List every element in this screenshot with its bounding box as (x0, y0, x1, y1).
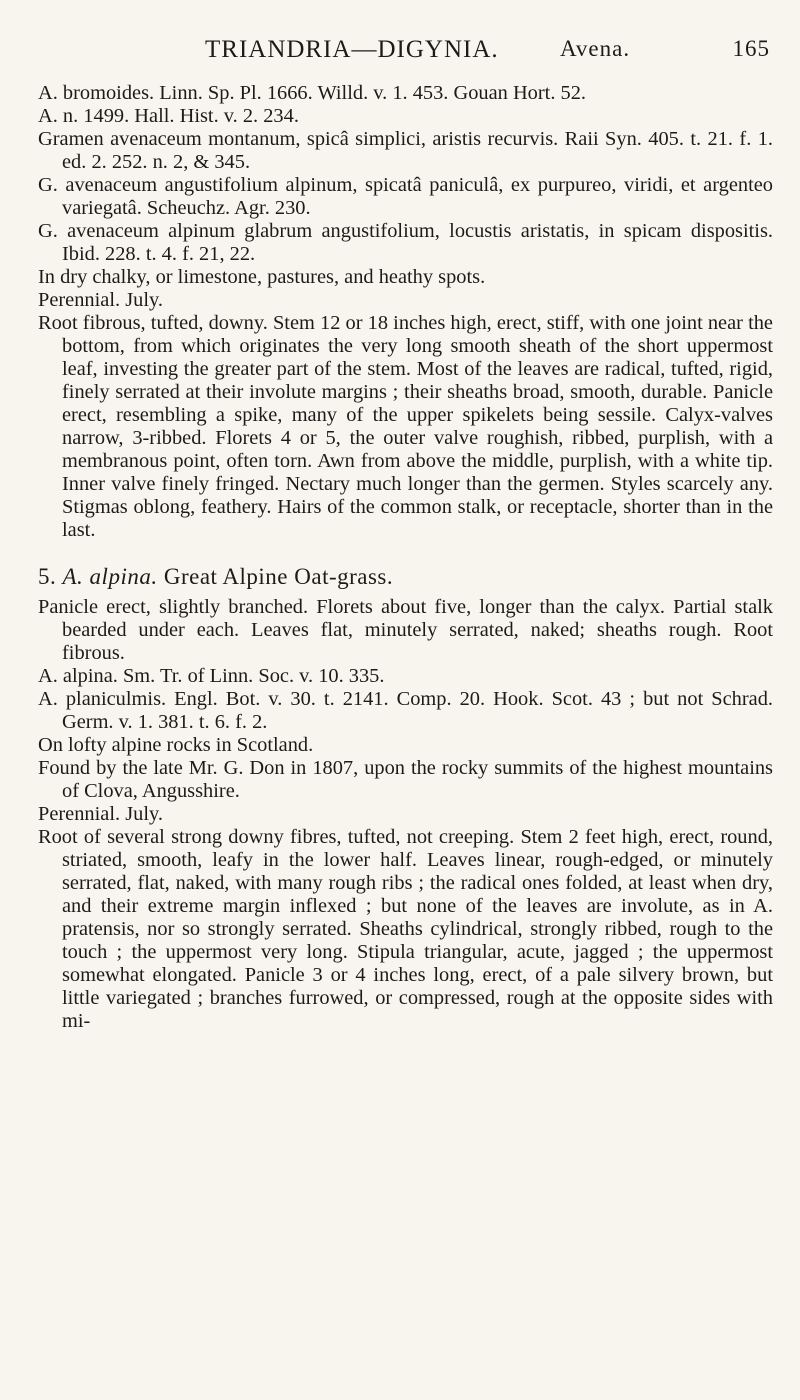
page-header (205, 36, 770, 68)
species-common-name: Great Alpine Oat-grass. (163, 564, 394, 589)
page-number: 165 (732, 36, 770, 61)
description-text: Root of several strong downy fibres, tufted, not creeping. Stem 2 feet high, erect, round, striated, smooth, leafy in the lower half. Leaves linear, rough-edged, or minutely serrated, flat, naked, with many rough ribs ; the radical ones folded, at least when dry, and their extreme margin inflexed ; but none of the leaves are involute, as in A. pratensis, nor so strongly serrated. Sheaths cylindrical, strongly ribbed, rough to the touch ; the uppermost very long. Stipula triangular, acute, jagged ; the uppermost somewhat elongated. Panicle 3 or 4 inches long, erect, of a pale silvery brown, but little variegated ; branches furrowed, or compressed, rough at the opposite sides with mi- (38, 826, 773, 1032)
synonym-entry: A. bromoides. Linn. Sp. Pl. 1666. Willd. v. 1. 453. Gouan Hort. 52. (38, 82, 587, 104)
running-title: TRIANDRIA—DIGYNIA. (205, 36, 499, 63)
species-number: 5. (38, 564, 57, 589)
synonym-entry: Gramen avenaceum montanum, spicâ simplici, aristis recurvis. Raii Syn. 405. t. 21. f. 1. ed. 2. 252. n. 2, & 345. (38, 128, 773, 173)
discovery-text: Found by the late Mr. G. Don in 1807, upon the rocky summits of the highest mountains of Clova, Angusshire. (38, 757, 773, 802)
habitat-text: On lofty alpine rocks in Scotland. (38, 734, 314, 756)
habitat-text: In dry chalky, or limestone, pastures, and heathy spots. (38, 266, 486, 288)
synonym-entry: A. alpina. Sm. Tr. of Linn. Soc. v. 10. 335. (38, 665, 385, 687)
duration-text: Perennial. July. (38, 289, 163, 311)
species-latin-name: A. alpina. (62, 564, 158, 589)
synonym-entry: A. n. 1499. Hall. Hist. v. 2. 234. (38, 105, 299, 127)
synonym-entry: G. avenaceum angustifolium alpinum, spicatâ paniculâ, ex purpureo, viridi, et argenteo variegatâ. Scheuchz. Agr. 230. (38, 174, 773, 219)
species-heading (38, 564, 773, 590)
duration-text: Perennial. July. (38, 803, 163, 825)
description-text: Root fibrous, tufted, downy. Stem 12 or 18 inches high, erect, stiff, with one joint near the bottom, from which originates the very long smooth sheath of the short uppermost leaf, investing the greater part of the stem. Most of the leaves are radical, tufted, rigid, finely serrated at their involute margins ; their sheaths broad, smooth, durable. Panicle erect, resembling a spike, many of the upper spikelets being sessile. Calyx-valves narrow, 3-ribbed. Florets 4 or 5, the outer valve roughish, ribbed, purplish, with a membranous point, often torn. Awn from above the middle, purplish, with a white tip. Inner valve finely fringed. Nectary much longer than the germen. Styles scarcely any. Stigmas oblong, feathery. Hairs of the common stalk, or receptacle, shorter than in the last. (38, 312, 773, 541)
synonym-entry: G. avenaceum alpinum glabrum angustifolium, locustis aristatis, in spicam dispositis. Ibid. 228. t. 4. f. 21, 22. (38, 220, 773, 265)
synonym-entry: A. planiculmis. Engl. Bot. v. 30. t. 2141. Comp. 20. Hook. Scot. 43 ; but not Schrad. Germ. v. 1. 381. t. 6. f. 2. (38, 688, 773, 733)
page-body (38, 82, 773, 1033)
diagnosis-text: Panicle erect, slightly branched. Florets about five, longer than the calyx. Partial stalk bearded under each. Leaves flat, minutely serrated, naked; sheaths rough. Root fibrous. (38, 596, 773, 664)
genus-name: Avena. (560, 36, 631, 61)
section-spacer (38, 542, 773, 564)
